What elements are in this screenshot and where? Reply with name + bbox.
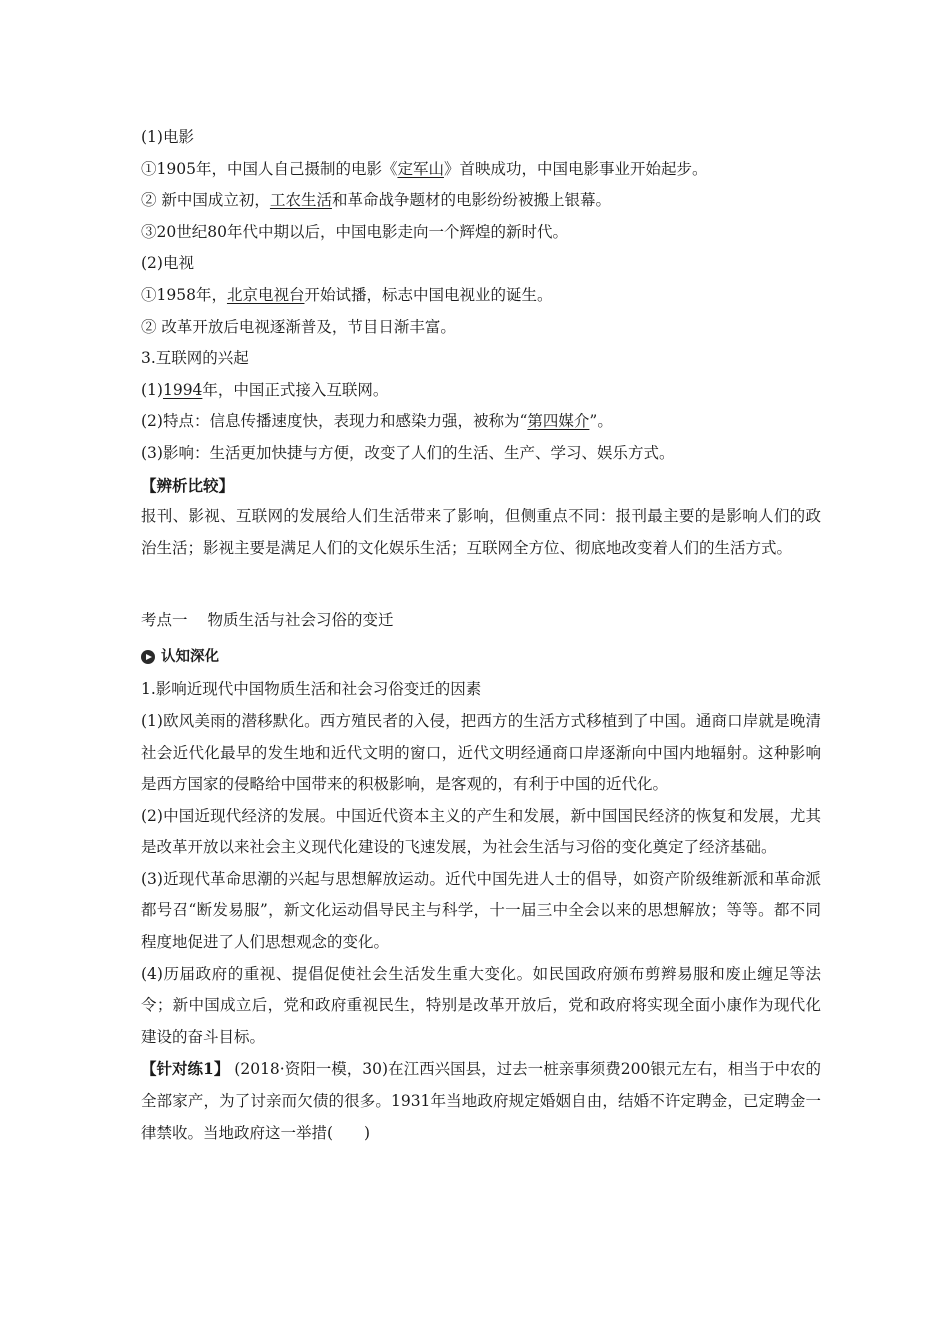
movie-line-2 [141,185,821,217]
underlined-answer: 北京电视台 [226,285,305,304]
factors-paragraph-4: (4)历届政府的重视、提倡促使社会生活发生重大变化。如民国政府颁布剪辫易服和废止缠足等法令；新中国成立后，党和政府重视民生，特别是改革开放后，党和政府将实现全面小康作为现代化建设的奋斗目标。 [141,964,821,1046]
internet-heading: 3.互联网的兴起 [141,349,249,368]
factors-paragraph-1: (1)欧风美雨的潜移默化。西方殖民者的入侵，把西方的生活方式移植到了中国。通商口岸就是晚清社会近代化最早的发生地和近代文明的窗口，近代文明经通商口岸逐渐向中国内地辐射。这种影响是西方国家的侵略给中国带来的积极影响，是客观的，有利于中国的近代化。 [141,711,821,794]
tv-line-2: ② 改革开放后电视逐渐普及，节目日渐丰富。 [141,317,456,336]
underlined-answer: 1994 [162,380,203,399]
movie-line-1 [141,154,821,186]
movie-heading: (1)电影 [141,128,194,146]
text: ”。 [589,412,613,431]
text: ①1905年，中国人自己摄制的电影《 [141,159,398,178]
section-title: 物质生活与社会习俗的变迁 [207,611,394,630]
text: 年，中国正式接入互联网。 [202,380,389,399]
section-heading [141,600,821,640]
tv-line-1 [141,280,821,312]
underlined-answer: 第四媒介 [527,412,590,431]
text: ①1958年， [141,285,227,304]
compare-paragraph: 报刊、影视、互联网的发展给人们生活带来了影响，但侧重点不同：报刊最主要的是影响人们的政治生活；影视主要是满足人们的文化娱乐生活；互联网全方位、彻底地改变着人们的生活方式。 [141,507,821,557]
internet-line-1 [141,375,821,407]
factors-paragraph-2: (2)中国近现代经济的发展。中国近代资本主义的产生和发展，新中国国民经济的恢复和发展，尤其是改革开放以来社会主义现代化建设的飞速发展，为社会生活与习俗的变化奠定了经济基础。 [141,806,821,857]
factors-paragraph-3: (3)近现代革命思潮的兴起与思想解放运动。近代中国先进人士的倡导，如资产阶级维新派和革命派都号召“断发易服”，新文化运动倡导民主与科学，十一届三中全会以来的思想解放；等等。都不同程度地促进了人们思想观念的变化。 [141,869,821,952]
factors-heading: 1.影响近现代中国物质生活和社会习俗变迁的因素 [141,680,482,699]
practice-text: (2018·资阳一模，30)在江西兴国县，过去一桩亲事须费200银元左右，相当于中农的全部家产，为了讨亲而欠债的很多。1931年当地政府规定婚姻自由，结婚不许定聘金，已定聘金一律禁收。当地政府这一举措( ) [141,1060,821,1142]
practice-label: 【针对练1】 [141,1059,230,1079]
spacer [141,564,821,600]
text: 和革命战争题材的电影纷纷被搬上银幕。 [331,191,611,210]
play-circle-icon [141,650,155,664]
underlined-answer: 定军山 [397,159,444,178]
subheading-label: 认知深化 [161,649,219,666]
text: 开始试播，标志中国电视业的诞生。 [304,285,553,304]
subheading [141,640,821,674]
practice-question [141,1053,821,1149]
tv-heading: (2)电视 [141,254,194,273]
section-label: 考点一 [141,611,188,630]
internet-line-3: (3)影响：生活更加快捷与方便，改变了人们的生活、生产、学习、娱乐方式。 [141,443,675,462]
movie-line-3: ③20世纪80年代中期以后，中国电影走向一个辉煌的新时代。 [141,222,568,241]
internet-line-2 [141,406,821,438]
document-content [141,122,821,1149]
text: (2)特点：信息传播速度快，表现力和感染力强，被称为“ [141,412,528,431]
text: (1) [141,380,163,399]
text: 》首映成功，中国电影事业开始起步。 [443,159,708,178]
text: ② 新中国成立初， [141,191,270,210]
underlined-answer: 工农生活 [269,191,332,210]
compare-label: 【辨析比较】 [141,475,235,495]
